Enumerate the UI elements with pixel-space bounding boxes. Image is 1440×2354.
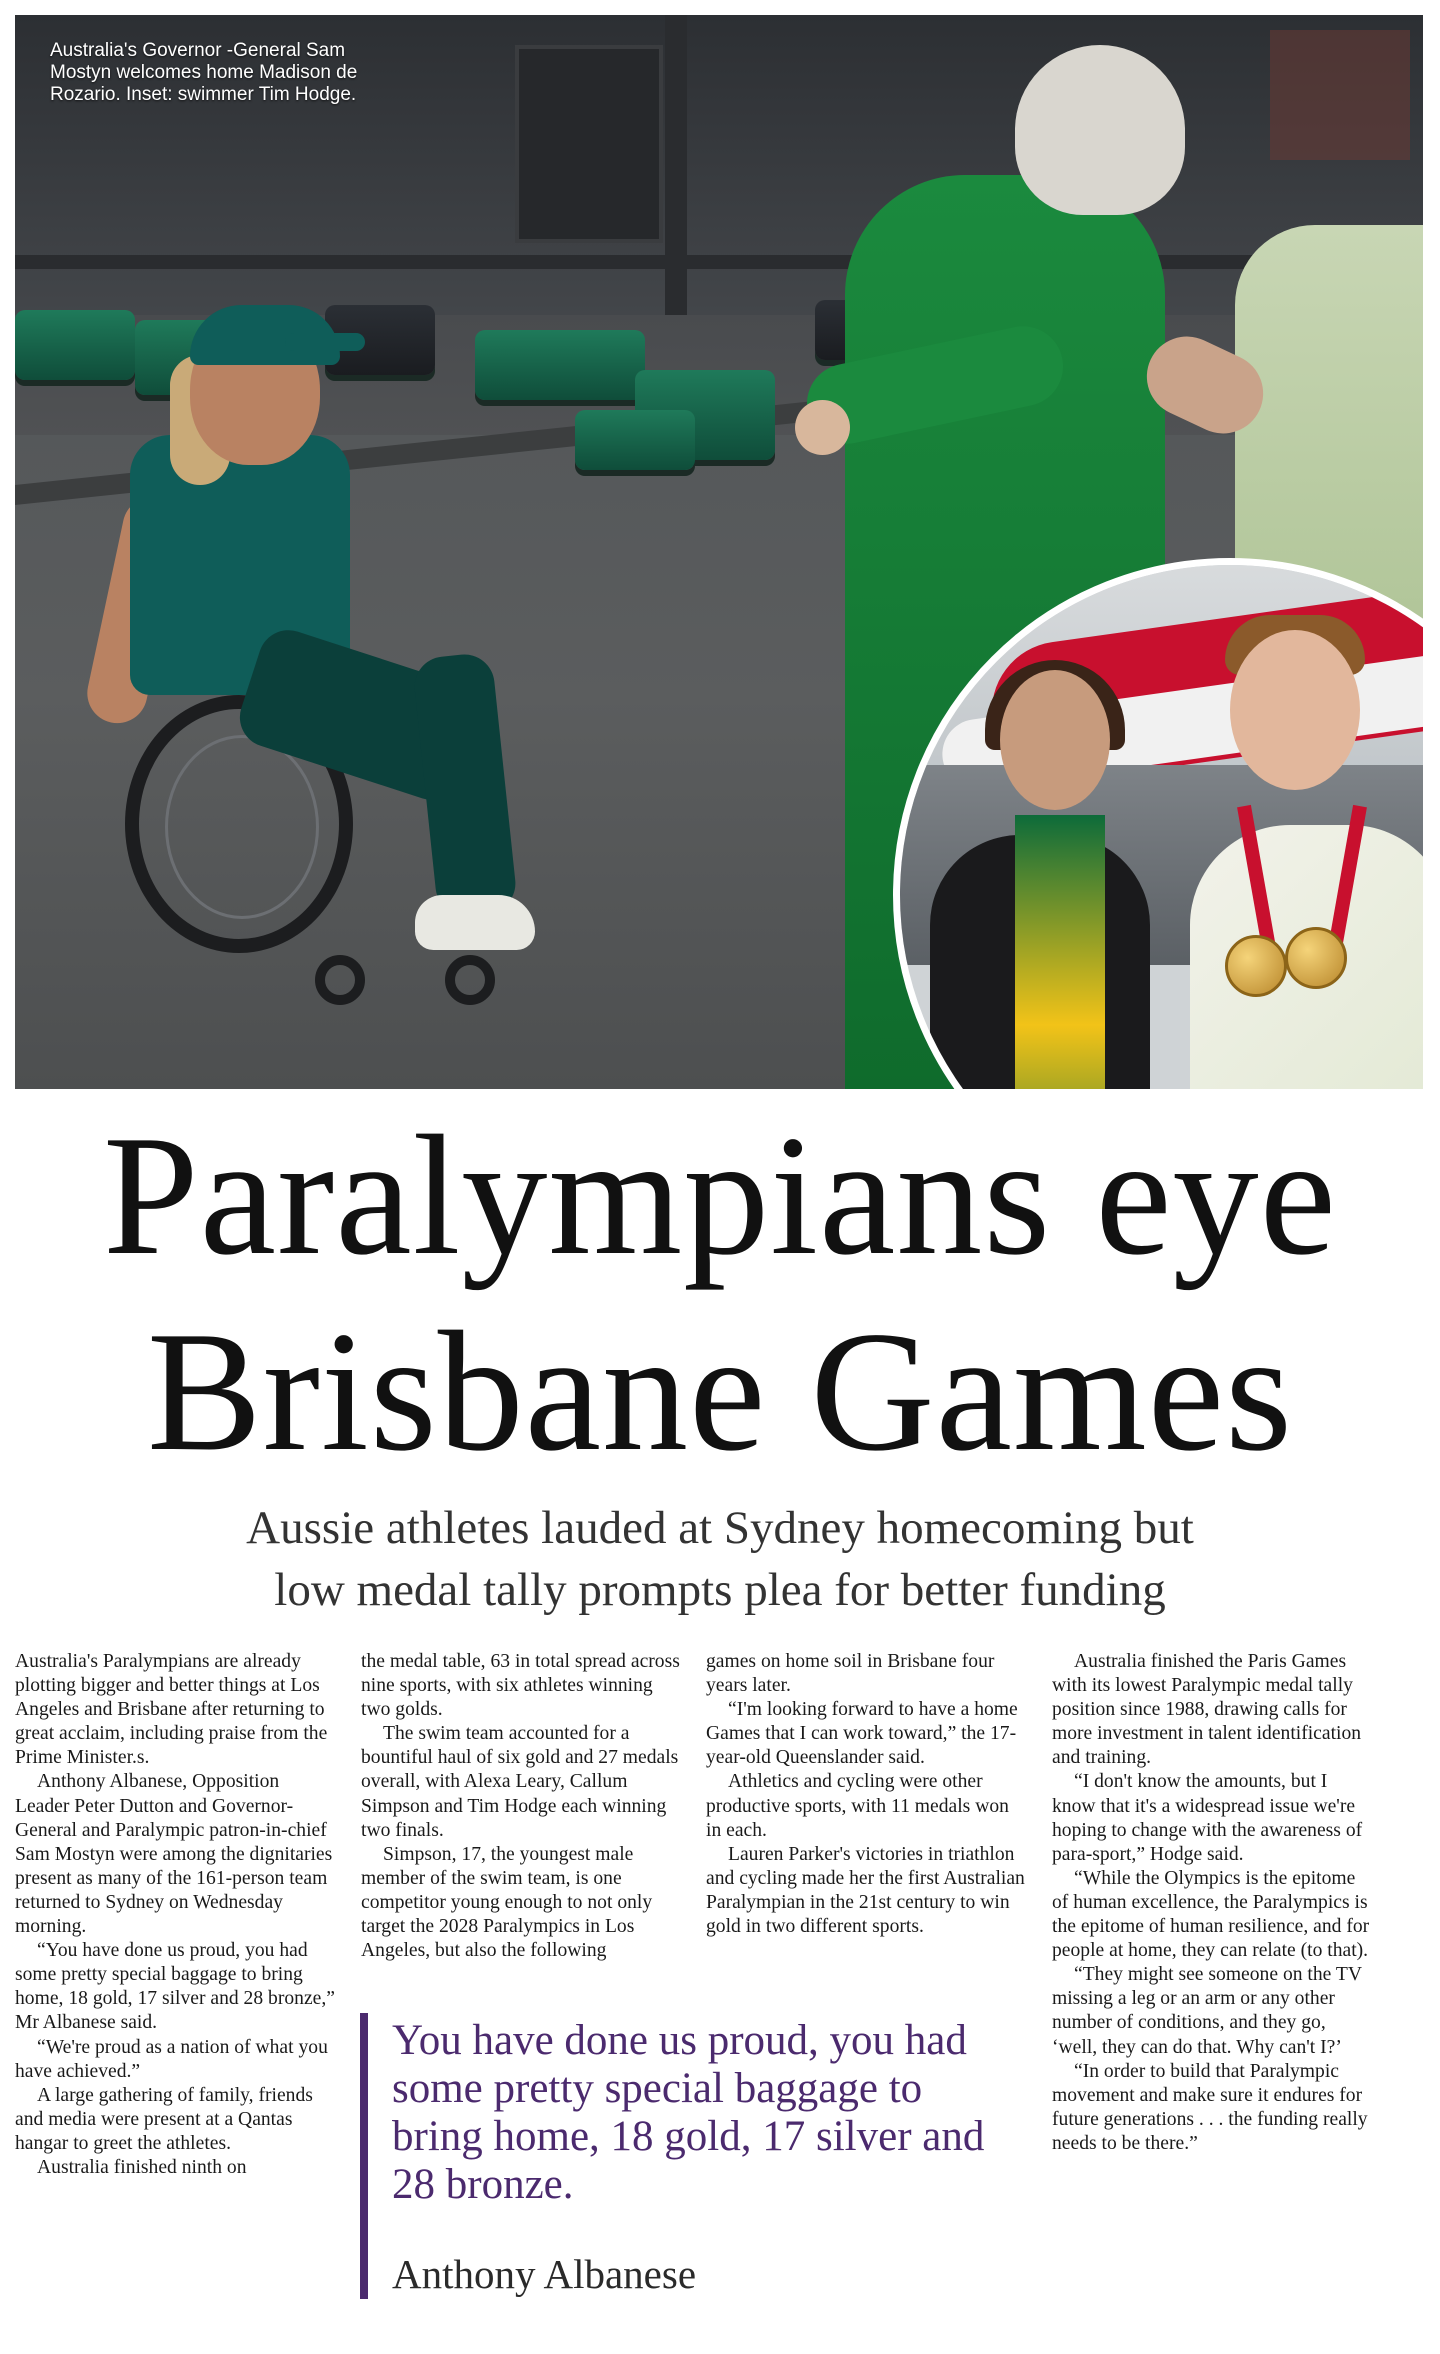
inset-woman-face (1000, 670, 1110, 810)
headline-line: Brisbane Games (146, 1297, 1294, 1487)
paragraph: “While the Olympics is the epitome of human excellence, the Paralympics is the epitome of human resilience, and for people at home, they can relate (to that). (1052, 1867, 1370, 1962)
governor-general-hair (1015, 45, 1185, 215)
paragraph: Anthony Albanese, Opposition Leader Peter Dutton and Governor-General and Paralympic patron-in-chief Sam Mostyn were among the dignitaries present as many of the 161-person team returned to Sydney on Wednesday morning. (15, 1771, 333, 1938)
warning-sign (1270, 30, 1410, 160)
paragraph: A large gathering of family, friends and media were present at a Qantas hangar to greet the athletes. (15, 2084, 313, 2154)
paragraph: Australia finished the Paris Games with its lowest Paralympic medal tally position since 1988, drawing calls for more investment in talent identification and training. (1052, 1651, 1362, 1769)
paragraph: the medal table, 63 in total spread across nine sports, with six athletes winning two golds. (361, 1651, 680, 1721)
governor-general-hand (795, 400, 850, 455)
luggage-bag (575, 410, 695, 470)
wheelchair-caster (315, 955, 365, 1005)
gold-medal (1285, 927, 1347, 989)
hangar-beam (665, 15, 687, 315)
article-column-1 (15, 1650, 335, 2180)
paragraph: The swim team accounted for a bountiful haul of six gold and 27 medals overall, with Alexa Leary, Callum Simpson and Tim Hodge each winning two finals. (361, 1723, 679, 1841)
paragraph: “I don't know the amounts, but I know that it's a widespread issue we're hoping to change with the awareness of para-sport,” Hodge said. (1052, 1771, 1363, 1865)
pull-quote-bar (360, 2013, 368, 2299)
pull-quote-text: You have done us proud, you had some pretty special baggage to bring home, 18 gold, 17 silver and 28 bronze. (392, 2017, 985, 2208)
pull-quote (360, 2013, 1025, 2299)
paragraph: “We're proud as a nation of what you have achieved.” (15, 2036, 328, 2082)
standfirst-line: low medal tally prompts plea for better funding (274, 1564, 1166, 1616)
pull-quote-attribution: Anthony Albanese (392, 2251, 697, 2297)
wheel-spokes (165, 735, 319, 919)
inset-swimmer-face (1230, 630, 1360, 790)
hangar-beam (15, 255, 1423, 269)
photo-caption: Australia's Governor -General Sam Mostyn welcomes home Madison de Rozario. Inset: swimmer Tim Hodge. (50, 40, 358, 105)
headline (0, 1098, 1440, 1490)
paragraph: “I'm looking forward to have a home Games that I can work toward,” the 17-year-old Queenslander said. (706, 1699, 1018, 1769)
luggage-bag (15, 310, 135, 380)
article-column-3 (706, 1650, 1026, 1939)
gold-medal (1225, 935, 1287, 997)
paragraph: Athletics and cycling were other productive sports, with 11 medals won in each. (706, 1771, 1009, 1841)
article-column-4 (1052, 1650, 1372, 2156)
paragraph: “They might see someone on the TV missing a leg or an arm or any other number of conditions, and they go, ‘well, they can do that. Why can't I?’ (1052, 1964, 1362, 2058)
hangar-door (515, 45, 663, 243)
headline-line: Paralympians eye (103, 1101, 1337, 1291)
standfirst (0, 1497, 1440, 1621)
athlete-shoe (415, 895, 535, 950)
main-photo (15, 15, 1423, 1089)
article-column-2 (361, 1650, 681, 1963)
standfirst-line: Aussie athletes lauded at Sydney homecoming but (246, 1502, 1194, 1554)
inset-woman-scarf (1015, 815, 1105, 1089)
wheelchair-caster (445, 955, 495, 1005)
paragraph: Australia finished ninth on (37, 2156, 247, 2178)
luggage-rows (15, 300, 775, 470)
paragraph: Simpson, 17, the youngest male member of the swim team, is one competitor young enough to not only target the 2028 Paralympics in Los Angeles, but also the following (361, 1843, 653, 1962)
athlete-cap-brim (285, 333, 365, 351)
paragraph: Lauren Parker's victories in triathlon and cycling made her the first Australian Paralympian in the 21st century to win gold in two different sports. (706, 1843, 1025, 1938)
paragraph: games on home soil in Brisbane four years later. (706, 1651, 995, 1697)
luggage-bag (475, 330, 645, 400)
paragraph: Australia's Paralympians are already plotting bigger and better things at Los Angeles and Brisbane after returning to great acclaim, including praise from the Prime Minister.s. (15, 1651, 328, 1769)
paragraph: “You have done us proud, you had some pretty special baggage to bring home, 18 gold, 17 silver and 28 bronze,” Mr Albanese said. (15, 1940, 335, 2034)
paragraph: “In order to build that Paralympic movement and make sure it endures for future generations . . . the funding really needs to be there.” (1052, 2060, 1368, 2154)
inset-photo (893, 558, 1423, 1089)
